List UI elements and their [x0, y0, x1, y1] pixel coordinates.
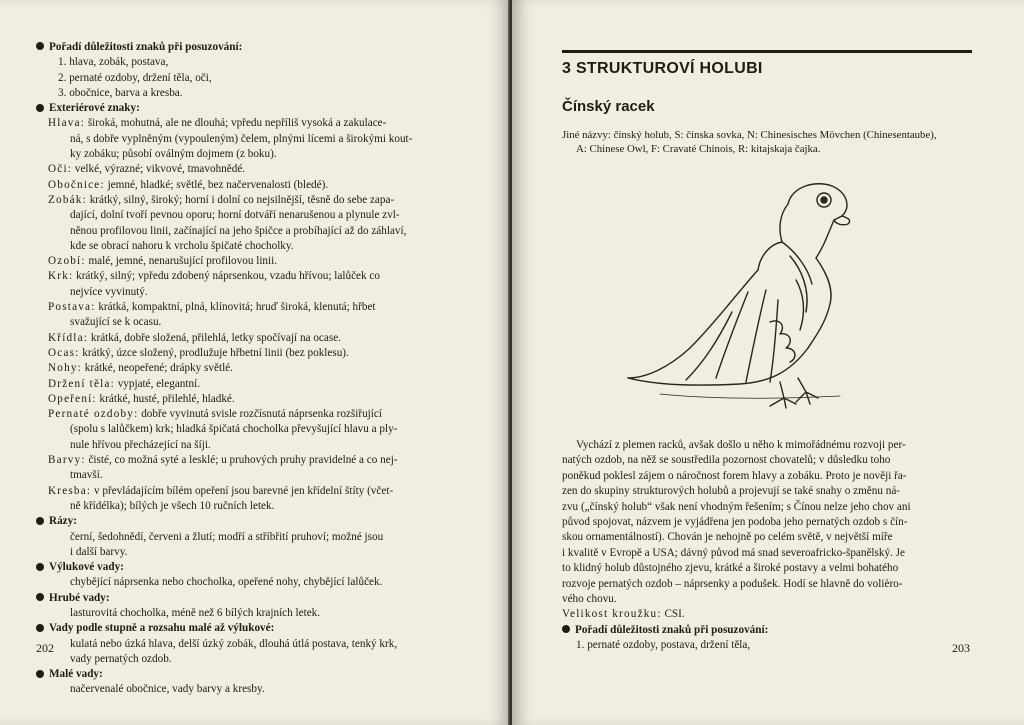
ring-size-label: Velikost kroužku:: [562, 608, 662, 621]
trait-line: [36, 407, 464, 422]
text-line: nule hřívou přecházející na šíji.: [70, 438, 211, 451]
trait-description: v převládajícím bílém opeření jsou barevné jen křídelní štíty (včet-: [91, 484, 394, 497]
body-line: zvu („čínský holub“ však není vhodným řešením; s Čínou nelze jeho chov ani: [562, 500, 911, 513]
bullet-heading: [36, 560, 464, 575]
bullet-heading-text: Exteriérové znaky:: [49, 102, 140, 115]
body-line: natých ozdob, na něž se soustředila pozornost chovatelů; v důsledku toho: [562, 454, 891, 467]
page-number-right: 203: [952, 641, 970, 655]
body-line: zen do skupiny strukturových holubů a projevují se také snahy o změnu ná-: [562, 485, 901, 498]
trait-term: Hlava:: [48, 117, 86, 130]
trait-term: Opeření:: [48, 392, 97, 405]
bullet-icon: [36, 104, 44, 112]
trait-description: krátká, dobře složená, přilehlá, letky spočívají na ocase.: [88, 331, 341, 344]
trait-description: krátký, úzce složený, prodlužuje hřbetní linii (bez poklesu).: [79, 346, 349, 359]
trait-term: Barvy:: [48, 454, 86, 467]
text-line: ky zobáku; působí oválným dojmem (z boku).: [70, 148, 277, 161]
trait-description: dobře vyvinutá svisle rozčísnutá náprsenka rozšiřující: [138, 408, 382, 421]
trait-term: Kresba:: [48, 484, 92, 497]
bullet-heading: [36, 514, 464, 529]
bullet-icon: [36, 593, 44, 601]
trait-description: široká, mohutná, ale ne dlouhá; vpředu nepříliš vysoká a zakulace-: [85, 117, 387, 130]
bullet-icon: [562, 625, 570, 633]
trait-term: Držení těla:: [48, 377, 115, 390]
trait-line: [36, 116, 464, 131]
text-line: 3. obočnice, barva a kresba.: [58, 86, 183, 99]
text-line: dající, dolní tvoří pevnou oporu; horní dotváří nenarušenou a plynule zvl-: [70, 209, 400, 222]
trait-description: krátký, silný, široký; horní i dolní co nejsilnější, těsně do sebe zapa-: [86, 193, 395, 206]
bullet-icon: [36, 517, 44, 525]
body-line: poněkud poklesl zájem o náročnost forem hlavy a zobáku. Proto je nověji řa-: [562, 469, 907, 482]
chapter-title: 3 STRUKTUROVÍ HOLUBI: [562, 60, 763, 77]
bullet-heading: [36, 101, 464, 116]
trait-line: [36, 346, 464, 361]
alt-names-line: A: Chinese Owl, F: Cravaté Chinois, R: kitajskaja čajka.: [576, 143, 821, 155]
body-line: i kvalitě v Evropě a USA; dávný původ má snad severoafricko-španělský. Je: [562, 546, 905, 559]
trait-line: [36, 162, 464, 177]
trait-description: krátký, silný; vpředu zdobený náprsenkou, vzadu hřívou; lalůček co: [73, 270, 380, 283]
body-line: původ spojovat, názvem je vyjádřena jen podoba jeho pernatých ozdob s čín-: [562, 516, 908, 529]
text-line: lasturovitá chocholka, méně než 6 bílých krajních letek.: [70, 606, 321, 619]
text-line: (spolu s lalůčkem) krk; hladká špičatá chocholka převyšující hlavu a ply-: [70, 423, 398, 436]
bullet-heading-text: Rázy:: [49, 515, 77, 528]
bullet-heading: [36, 591, 464, 606]
bullet-heading-text: Výlukové vady:: [49, 561, 124, 574]
left-page: [0, 0, 510, 725]
bullet-heading: [36, 621, 464, 636]
trait-line: [36, 178, 464, 193]
trait-line: [36, 361, 464, 376]
body-line: Vychází z plemen racků, avšak došlo u něho k mimořádnému rozvoji per-: [576, 439, 906, 451]
chapter-rule: [562, 50, 972, 53]
ranking-item: 1. pernaté ozdoby, postava, držení těla,: [576, 639, 751, 652]
trait-line: [36, 331, 464, 346]
text-line: 2. pernaté ozdoby, držení těla, oči,: [58, 71, 212, 84]
text-line: svažující se k ocasu.: [70, 316, 162, 329]
trait-term: Ozobí:: [48, 255, 86, 268]
bullet-heading: [36, 40, 464, 55]
pigeon-illustration: [620, 172, 920, 412]
bullet-heading-text: Malé vady:: [49, 668, 103, 681]
ring-size: [562, 607, 972, 622]
body-line: skou ornamentálností). Chován je nehojně po celém světě, v největší míře: [562, 531, 893, 544]
right-text-column: [562, 438, 972, 654]
trait-description: krátké, neopeřené; drápky světlé.: [81, 362, 233, 375]
trait-line: [36, 254, 464, 269]
bullet-icon: [36, 42, 44, 50]
trait-description: malé, jemné, nenarušující profilovou linii.: [85, 255, 278, 268]
trait-term: Oči:: [48, 163, 73, 176]
text-line: nejvíce vyvinutý.: [70, 285, 148, 298]
bullet-heading: [36, 667, 464, 682]
trait-term: Nohy:: [48, 362, 82, 375]
trait-description: vypjaté, elegantní.: [114, 377, 201, 390]
trait-term: Obočnice:: [48, 178, 105, 191]
bullet-heading-text: Pořadí důležitosti znaků při posuzování:: [49, 41, 243, 53]
bullet-icon: [36, 563, 44, 571]
trait-term: Pernaté ozdoby:: [48, 408, 139, 421]
text-line: ně křídélka); bílých je všech 10 ručních letek.: [70, 499, 275, 512]
trait-description: jemné, hladké; světlé, bez načervenalosti (bledé).: [104, 178, 329, 191]
text-line: tmavší.: [70, 469, 103, 482]
text-line: ná, s dobře vyplněným (vypouleným) čelem, plnými lícemi a širokými kout-: [70, 132, 413, 145]
text-line: načervenalé obočnice, vady barvy a kresby.: [70, 683, 265, 696]
trait-description: krátké, husté, přilehlé, hladké.: [96, 392, 235, 405]
bullet-heading-text: Hrubé vady:: [49, 591, 110, 604]
text-line: něnou profilovou linii, začínající na jeho špičce a probíhající až do záhlaví,: [70, 224, 407, 237]
bullet-heading: [562, 623, 972, 638]
bullet-heading-text: Vady podle stupně a rozsahu malé až výlukové:: [49, 622, 275, 635]
alt-names-line: Jiné názvy: čínský holub, S: čínska sovka, N: Chinesisches Mövchen (Chinesentaube),: [562, 129, 937, 141]
text-line: kulatá nebo úzká hlava, delší úzký zobák, dlouhá útlá postava, tenký krk,: [70, 637, 398, 650]
trait-line: [36, 453, 464, 468]
left-text-column: [36, 40, 464, 698]
ring-size-value: CSI.: [661, 608, 685, 621]
text-line: 1. hlava, zobák, postava,: [58, 56, 169, 69]
bullet-heading-text: Pořadí důležitosti znaků při posuzování:: [575, 623, 769, 636]
trait-line: [36, 193, 464, 208]
text-line: chybějící náprsenka nebo chocholka, opeřené nohy, chybějící lalůček.: [70, 576, 383, 589]
body-line: vého chovu.: [562, 593, 617, 606]
bullet-icon: [36, 624, 44, 632]
trait-term: Křídla:: [48, 331, 89, 344]
trait-line: [36, 269, 464, 284]
trait-description: velké, výrazné; vikvové, tmavohnědé.: [72, 163, 246, 176]
trait-line: [36, 300, 464, 315]
trait-term: Zobák:: [48, 193, 87, 206]
bullet-icon: [36, 670, 44, 678]
trait-description: čisté, co možná syté a lesklé; u pruhových pruhy pravidelné a co nej-: [85, 454, 398, 467]
trait-line: [36, 377, 464, 392]
text-line: vady pernatých ozdob.: [70, 652, 172, 665]
text-line: i další barvy.: [70, 545, 128, 558]
text-line: kde se obrací nahoru k vrcholu špičaté chocholky.: [70, 239, 294, 252]
section-title: Čínský racek: [562, 98, 655, 115]
body-line: to klidný holub důstojného zjevu, krátké a široké postavy a velmi bohatého: [562, 562, 899, 575]
page-number-left: 202: [36, 641, 54, 655]
body-line: rozvoje pernatých ozdob – náprsenky a podušek. Hodí se hlavně do volièro-: [562, 577, 903, 590]
trait-line: [36, 484, 464, 499]
trait-description: krátká, kompaktní, plná, klínovitá; hruď široká, klenutá; hřbet: [95, 301, 376, 314]
trait-term: Postava:: [48, 301, 96, 314]
trait-term: Ocas:: [48, 346, 80, 359]
trait-term: Krk:: [48, 270, 74, 283]
text-line: černí, šedohnědí, červeni a žlutí; modří a stříbřití pruhoví; možné jsou: [70, 530, 384, 543]
alternative-names: [562, 128, 972, 156]
trait-line: [36, 392, 464, 407]
